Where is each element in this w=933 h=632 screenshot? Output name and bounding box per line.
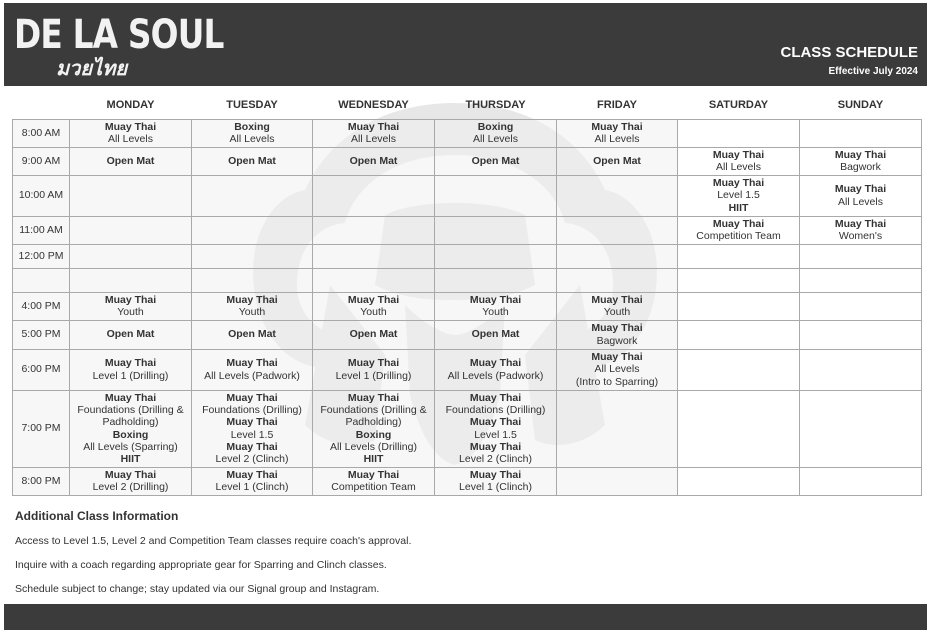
class-name: Muay Thai bbox=[469, 416, 522, 429]
effective-date: Effective July 2024 bbox=[828, 66, 918, 77]
class-cell bbox=[192, 268, 313, 292]
class-cell bbox=[70, 349, 192, 390]
class-level: Foundations (Drilling & bbox=[77, 403, 184, 416]
class-level: Level 2 (Clinch) bbox=[215, 453, 289, 466]
time-cell: 8:00 PM bbox=[13, 467, 70, 495]
class-cell bbox=[313, 292, 435, 320]
class-name: Muay Thai bbox=[712, 177, 765, 190]
class-cell bbox=[192, 119, 313, 147]
class-cell bbox=[313, 390, 435, 467]
class-cell bbox=[800, 216, 922, 244]
class-name: Open Mat bbox=[106, 154, 155, 167]
class-name: Muay Thai bbox=[226, 440, 278, 453]
class-cell bbox=[192, 175, 313, 216]
class-name: Open Mat bbox=[471, 154, 520, 167]
class-cell bbox=[70, 292, 192, 320]
time-cell: 6:00 PM bbox=[13, 349, 70, 390]
class-level: Level 1 (Drilling) bbox=[92, 369, 169, 382]
class-cell bbox=[70, 390, 192, 467]
class-name: Muay Thai bbox=[104, 293, 157, 306]
class-cell bbox=[800, 175, 922, 216]
class-name: Open Mat bbox=[228, 154, 276, 167]
info-title: Additional Class Information bbox=[15, 509, 179, 523]
class-name: Open Mat bbox=[349, 154, 398, 167]
class-level: Competition Team bbox=[331, 481, 416, 493]
class-cell bbox=[557, 390, 678, 467]
class-cell bbox=[800, 467, 922, 495]
class-level: Foundations (Drilling) bbox=[445, 403, 546, 416]
class-cell bbox=[313, 119, 435, 147]
class-level: (Intro to Sparring) bbox=[575, 375, 659, 388]
class-name: Muay Thai bbox=[591, 293, 643, 306]
class-name: Muay Thai bbox=[469, 357, 522, 370]
class-cell bbox=[557, 244, 678, 268]
class-level: Youth bbox=[117, 306, 144, 318]
class-level: All Levels bbox=[594, 363, 640, 376]
class-cell bbox=[800, 320, 922, 349]
time-cell: 5:00 PM bbox=[13, 320, 70, 349]
additional-info bbox=[15, 509, 411, 607]
class-name: Muay Thai bbox=[591, 351, 643, 364]
class-level: Youth bbox=[603, 306, 631, 318]
class-name: Muay Thai bbox=[104, 120, 157, 133]
class-level: All Levels (Padwork) bbox=[447, 369, 544, 382]
footer-bar bbox=[4, 604, 927, 630]
class-cell bbox=[800, 390, 922, 467]
class-cell bbox=[557, 349, 678, 390]
day-header: TUESDAY bbox=[226, 99, 278, 112]
class-level: All Levels bbox=[594, 133, 640, 145]
class-name: Muay Thai bbox=[834, 217, 887, 230]
class-cell bbox=[435, 349, 557, 390]
class-cell bbox=[678, 292, 800, 320]
class-cell bbox=[800, 349, 922, 390]
class-name: Muay Thai bbox=[469, 440, 522, 453]
class-name: Muay Thai bbox=[347, 357, 400, 370]
class-level: Level 1 (Clinch) bbox=[459, 481, 532, 493]
class-cell bbox=[192, 147, 313, 175]
class-level: Foundations (Drilling & bbox=[320, 403, 427, 416]
time-cell: 9:00 AM bbox=[13, 147, 70, 175]
logo-thai-script: มวยไทย bbox=[56, 56, 128, 80]
class-cell bbox=[435, 147, 557, 175]
class-level: Youth bbox=[360, 306, 387, 318]
class-cell bbox=[313, 175, 435, 216]
class-cell bbox=[557, 216, 678, 244]
info-line: Inquire with a coach regarding appropriate gear for Sparring and Clinch classes. bbox=[15, 559, 387, 571]
class-cell bbox=[678, 216, 800, 244]
class-cell bbox=[70, 119, 192, 147]
day-header: WEDNESDAY bbox=[338, 99, 409, 112]
class-name: Muay Thai bbox=[104, 468, 157, 481]
class-cell bbox=[557, 119, 678, 147]
class-cell bbox=[435, 216, 557, 244]
class-cell bbox=[70, 268, 192, 292]
class-cell bbox=[70, 467, 192, 495]
class-cell bbox=[192, 244, 313, 268]
class-level: Bagwork bbox=[840, 161, 881, 173]
class-name: Muay Thai bbox=[591, 322, 643, 335]
class-name: Boxing bbox=[355, 428, 392, 441]
class-cell bbox=[557, 320, 678, 349]
class-name: Open Mat bbox=[593, 154, 641, 167]
class-cell bbox=[70, 320, 192, 349]
class-level: All Levels bbox=[351, 133, 396, 145]
day-header: FRIDAY bbox=[597, 99, 637, 112]
class-name: Open Mat bbox=[228, 328, 276, 341]
class-cell bbox=[678, 119, 800, 147]
time-cell: 7:00 PM bbox=[13, 390, 70, 467]
time-cell bbox=[13, 268, 70, 292]
class-name: Muay Thai bbox=[347, 293, 400, 306]
time-column-header bbox=[13, 92, 70, 119]
class-cell bbox=[557, 292, 678, 320]
class-cell bbox=[435, 244, 557, 268]
class-level: All Levels bbox=[838, 195, 883, 208]
class-cell bbox=[435, 292, 557, 320]
class-cell bbox=[313, 268, 435, 292]
class-level: Level 2 (Clinch) bbox=[459, 453, 532, 466]
schedule-table bbox=[12, 92, 922, 496]
class-cell bbox=[313, 147, 435, 175]
schedule-row bbox=[13, 119, 922, 147]
day-header: MONDAY bbox=[106, 99, 155, 112]
class-name: Muay Thai bbox=[226, 468, 278, 481]
class-level: Bagwork bbox=[596, 334, 638, 347]
time-cell: 12:00 PM bbox=[13, 244, 70, 268]
day-header: SATURDAY bbox=[708, 99, 769, 112]
class-cell bbox=[678, 320, 800, 349]
schedule-row bbox=[13, 320, 922, 349]
class-level: Youth bbox=[238, 306, 266, 318]
class-cell bbox=[678, 268, 800, 292]
class-cell bbox=[678, 147, 800, 175]
class-level: Women's bbox=[838, 230, 883, 242]
schedule-row bbox=[13, 390, 922, 467]
class-name: Muay Thai bbox=[834, 183, 887, 196]
class-name: Muay Thai bbox=[104, 357, 157, 370]
class-name: Muay Thai bbox=[469, 391, 522, 404]
time-cell: 4:00 PM bbox=[13, 292, 70, 320]
class-name: Muay Thai bbox=[226, 391, 278, 404]
schedule-row bbox=[13, 467, 922, 495]
class-cell bbox=[800, 244, 922, 268]
class-level: Level 1.5 bbox=[474, 428, 517, 441]
class-name: Muay Thai bbox=[226, 357, 278, 370]
schedule-row bbox=[13, 349, 922, 390]
class-cell bbox=[800, 119, 922, 147]
class-cell bbox=[800, 268, 922, 292]
class-cell bbox=[435, 320, 557, 349]
class-cell bbox=[678, 175, 800, 216]
time-cell: 8:00 AM bbox=[13, 119, 70, 147]
class-level: Padholding) bbox=[102, 416, 159, 429]
class-cell bbox=[678, 467, 800, 495]
class-cell bbox=[800, 292, 922, 320]
class-cell bbox=[313, 244, 435, 268]
class-cell bbox=[192, 349, 313, 390]
class-cell bbox=[313, 467, 435, 495]
schedule-row bbox=[13, 216, 922, 244]
class-cell bbox=[313, 320, 435, 349]
class-cell bbox=[557, 175, 678, 216]
class-name: Muay Thai bbox=[104, 391, 157, 404]
class-cell bbox=[70, 216, 192, 244]
class-name: Muay Thai bbox=[834, 148, 887, 161]
schedule-row bbox=[13, 175, 922, 216]
schedule-row bbox=[13, 292, 922, 320]
class-name: Open Mat bbox=[106, 328, 155, 341]
class-level: Level 1 (Clinch) bbox=[215, 481, 289, 493]
class-level: Youth bbox=[482, 306, 509, 318]
class-level: All Levels (Drilling) bbox=[330, 440, 417, 453]
class-cell bbox=[192, 320, 313, 349]
class-level: Level 2 (Drilling) bbox=[92, 481, 169, 493]
class-cell bbox=[557, 268, 678, 292]
class-name: Muay Thai bbox=[469, 468, 522, 481]
class-name: Open Mat bbox=[471, 328, 520, 341]
page-title: CLASS SCHEDULE bbox=[780, 44, 918, 61]
schedule-row bbox=[13, 268, 922, 292]
class-cell bbox=[70, 175, 192, 216]
class-cell bbox=[192, 292, 313, 320]
class-name: Muay Thai bbox=[591, 120, 643, 133]
class-name: HIIT bbox=[728, 201, 749, 214]
class-level: All Levels (Sparring) bbox=[83, 440, 178, 453]
class-cell bbox=[678, 390, 800, 467]
class-cell bbox=[678, 349, 800, 390]
class-cell bbox=[435, 467, 557, 495]
class-name: Boxing bbox=[112, 428, 149, 441]
time-cell: 10:00 AM bbox=[13, 175, 70, 216]
schedule-row bbox=[13, 147, 922, 175]
schedule-row bbox=[13, 244, 922, 268]
day-header: SUNDAY bbox=[837, 99, 884, 112]
class-name: Muay Thai bbox=[347, 391, 400, 404]
class-cell bbox=[435, 268, 557, 292]
class-cell bbox=[70, 244, 192, 268]
class-cell bbox=[435, 175, 557, 216]
class-name: HIIT bbox=[120, 453, 141, 466]
day-header-row bbox=[13, 92, 922, 119]
class-cell bbox=[313, 349, 435, 390]
class-name: Muay Thai bbox=[226, 416, 278, 429]
class-name: Muay Thai bbox=[347, 120, 400, 133]
class-cell bbox=[70, 147, 192, 175]
logo-wordmark: DE LA SOUL bbox=[14, 12, 224, 58]
class-level: All Levels bbox=[473, 133, 518, 145]
class-level: Level 1.5 bbox=[230, 428, 274, 441]
class-name: HIIT bbox=[363, 453, 384, 466]
class-name: Muay Thai bbox=[712, 217, 765, 230]
class-name: Open Mat bbox=[349, 328, 398, 341]
class-level: Padholding) bbox=[345, 416, 402, 429]
class-cell bbox=[557, 467, 678, 495]
time-cell: 11:00 AM bbox=[13, 216, 70, 244]
day-header: THURSDAY bbox=[465, 99, 526, 112]
info-line: Access to Level 1.5, Level 2 and Competition Team classes require coach's approval. bbox=[15, 535, 412, 547]
class-name: Boxing bbox=[234, 120, 270, 133]
class-cell bbox=[435, 119, 557, 147]
info-line: Schedule subject to change; stay updated via our Signal group and Instagram. bbox=[15, 583, 380, 595]
class-name: Muay Thai bbox=[712, 148, 765, 161]
class-cell bbox=[192, 390, 313, 467]
class-level: All Levels bbox=[716, 161, 761, 173]
class-name: Muay Thai bbox=[226, 293, 278, 306]
class-name: Muay Thai bbox=[469, 293, 522, 306]
class-cell bbox=[313, 216, 435, 244]
class-level: All Levels bbox=[229, 133, 275, 145]
class-level: All Levels bbox=[108, 133, 153, 145]
class-cell bbox=[800, 147, 922, 175]
class-cell bbox=[435, 390, 557, 467]
class-level: Competition Team bbox=[696, 230, 781, 242]
class-name: Muay Thai bbox=[347, 468, 400, 481]
class-cell bbox=[192, 467, 313, 495]
class-cell bbox=[192, 216, 313, 244]
class-level: All Levels (Padwork) bbox=[204, 369, 300, 382]
class-level: Foundations (Drilling) bbox=[202, 403, 302, 416]
class-cell bbox=[678, 244, 800, 268]
class-cell bbox=[557, 147, 678, 175]
class-level: Level 1 (Drilling) bbox=[335, 369, 412, 382]
header-banner bbox=[4, 3, 927, 86]
class-level: Level 1.5 bbox=[717, 189, 760, 202]
class-name: Boxing bbox=[477, 120, 514, 133]
